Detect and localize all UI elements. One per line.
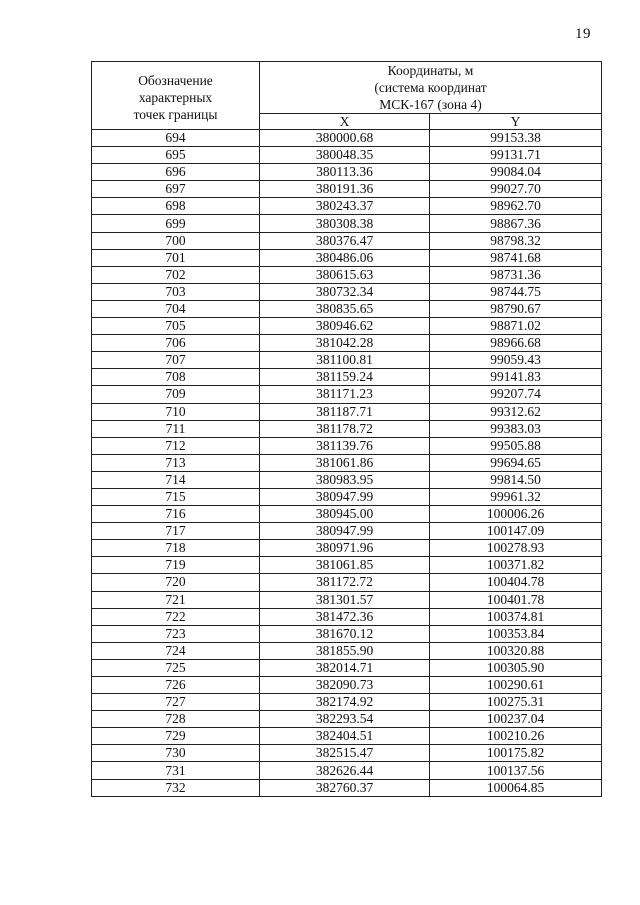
table-row	[92, 642, 602, 659]
table-row	[92, 181, 602, 198]
page-number: 19	[575, 26, 591, 42]
y-coordinate-cell: 100278.93	[430, 540, 602, 557]
point-id-cell: 729	[92, 728, 260, 745]
table-row	[92, 711, 602, 728]
point-id-cell: 716	[92, 506, 260, 523]
point-id-cell: 708	[92, 369, 260, 386]
x-coordinate-cell: 381061.86	[260, 454, 430, 471]
x-coordinate-cell: 381061.85	[260, 557, 430, 574]
x-coordinate-cell: 380947.99	[260, 488, 430, 505]
table-row	[92, 403, 602, 420]
table-body	[92, 130, 602, 797]
point-id-cell: 722	[92, 608, 260, 625]
x-coordinate-cell: 382515.47	[260, 745, 430, 762]
point-id-cell: 704	[92, 300, 260, 317]
x-coordinate-cell: 382293.54	[260, 711, 430, 728]
y-coordinate-cell: 100404.78	[430, 574, 602, 591]
table-row	[92, 283, 602, 300]
y-coordinate-cell: 98867.36	[430, 215, 602, 232]
point-id-cell: 717	[92, 523, 260, 540]
point-id-cell: 715	[92, 488, 260, 505]
point-id-cell: 714	[92, 471, 260, 488]
y-coordinate-cell: 99027.70	[430, 181, 602, 198]
point-id-cell: 699	[92, 215, 260, 232]
table-row	[92, 488, 602, 505]
y-coordinate-cell: 100353.84	[430, 625, 602, 642]
table-row	[92, 215, 602, 232]
table-row	[92, 762, 602, 779]
y-coordinate-cell: 98962.70	[430, 198, 602, 215]
table-row	[92, 130, 602, 147]
x-coordinate-cell: 382760.37	[260, 779, 430, 796]
y-coordinate-cell: 100290.61	[430, 677, 602, 694]
point-id-cell: 727	[92, 694, 260, 711]
y-coordinate-cell: 100320.88	[430, 642, 602, 659]
x-coordinate-cell: 380945.00	[260, 506, 430, 523]
x-coordinate-cell: 381670.12	[260, 625, 430, 642]
x-coordinate-cell: 381100.81	[260, 352, 430, 369]
y-coordinate-cell: 99814.50	[430, 471, 602, 488]
y-coordinate-cell: 100371.82	[430, 557, 602, 574]
x-coordinate-cell: 380243.37	[260, 198, 430, 215]
x-coordinate-cell: 382090.73	[260, 677, 430, 694]
x-coordinate-cell: 381472.36	[260, 608, 430, 625]
y-coordinate-cell: 99312.62	[430, 403, 602, 420]
table-row	[92, 677, 602, 694]
table-row	[92, 300, 602, 317]
x-coordinate-cell: 381042.28	[260, 335, 430, 352]
y-coordinate-cell: 99207.74	[430, 386, 602, 403]
table-row	[92, 745, 602, 762]
table-row	[92, 164, 602, 181]
point-id-cell: 723	[92, 625, 260, 642]
x-coordinate-cell: 381159.24	[260, 369, 430, 386]
x-coordinate-cell: 382174.92	[260, 694, 430, 711]
x-coordinate-cell: 380048.35	[260, 147, 430, 164]
point-id-cell: 724	[92, 642, 260, 659]
point-header-line: характерных	[138, 90, 213, 105]
point-id-cell: 726	[92, 677, 260, 694]
table-row	[92, 540, 602, 557]
point-id-cell: 706	[92, 335, 260, 352]
table-row	[92, 420, 602, 437]
coordinates-header	[260, 62, 602, 114]
table-row	[92, 454, 602, 471]
y-coordinate-cell: 98731.36	[430, 266, 602, 283]
y-coordinate-cell: 100374.81	[430, 608, 602, 625]
table-header	[92, 62, 602, 130]
x-coordinate-cell: 380486.06	[260, 249, 430, 266]
y-coordinate-cell: 100210.26	[430, 728, 602, 745]
x-coordinate-cell: 381171.23	[260, 386, 430, 403]
y-column-header: Y	[430, 114, 602, 130]
table-row	[92, 659, 602, 676]
y-coordinate-cell: 98744.75	[430, 283, 602, 300]
table-row	[92, 249, 602, 266]
y-coordinate-cell: 98790.67	[430, 300, 602, 317]
point-id-cell: 712	[92, 437, 260, 454]
point-id-cell: 711	[92, 420, 260, 437]
y-coordinate-cell: 100401.78	[430, 591, 602, 608]
x-coordinate-cell: 380835.65	[260, 300, 430, 317]
point-id-cell: 730	[92, 745, 260, 762]
y-coordinate-cell: 100237.04	[430, 711, 602, 728]
table-row	[92, 232, 602, 249]
y-coordinate-cell: 99153.38	[430, 130, 602, 147]
x-coordinate-cell: 380983.95	[260, 471, 430, 488]
table-row	[92, 266, 602, 283]
table-row	[92, 369, 602, 386]
y-coordinate-cell: 100137.56	[430, 762, 602, 779]
x-coordinate-cell: 380376.47	[260, 232, 430, 249]
point-id-cell: 698	[92, 198, 260, 215]
y-coordinate-cell: 99131.71	[430, 147, 602, 164]
y-coordinate-cell: 99694.65	[430, 454, 602, 471]
point-id-cell: 720	[92, 574, 260, 591]
x-coordinate-cell: 381178.72	[260, 420, 430, 437]
y-coordinate-cell: 100305.90	[430, 659, 602, 676]
point-id-cell: 695	[92, 147, 260, 164]
x-column-header: X	[260, 114, 430, 130]
y-coordinate-cell: 98741.68	[430, 249, 602, 266]
table-row	[92, 318, 602, 335]
x-coordinate-cell: 382626.44	[260, 762, 430, 779]
point-id-cell: 719	[92, 557, 260, 574]
point-id-cell: 697	[92, 181, 260, 198]
y-coordinate-cell: 99059.43	[430, 352, 602, 369]
table-row	[92, 523, 602, 540]
point-id-cell: 707	[92, 352, 260, 369]
point-id-cell: 713	[92, 454, 260, 471]
y-coordinate-cell: 100275.31	[430, 694, 602, 711]
table-row	[92, 386, 602, 403]
y-coordinate-cell: 98871.02	[430, 318, 602, 335]
x-coordinate-cell: 381139.76	[260, 437, 430, 454]
table-row	[92, 574, 602, 591]
point-id-cell: 702	[92, 266, 260, 283]
x-coordinate-cell: 381301.57	[260, 591, 430, 608]
x-coordinate-cell: 382014.71	[260, 659, 430, 676]
x-coordinate-cell: 381855.90	[260, 642, 430, 659]
point-designation-header	[92, 62, 260, 130]
table-row	[92, 608, 602, 625]
table-row	[92, 352, 602, 369]
table-row	[92, 198, 602, 215]
point-id-cell: 725	[92, 659, 260, 676]
y-coordinate-cell: 100147.09	[430, 523, 602, 540]
table-row	[92, 591, 602, 608]
point-id-cell: 703	[92, 283, 260, 300]
table-row	[92, 557, 602, 574]
point-id-cell: 705	[92, 318, 260, 335]
x-coordinate-cell: 381172.72	[260, 574, 430, 591]
x-coordinate-cell: 380113.36	[260, 164, 430, 181]
table-row	[92, 471, 602, 488]
x-coordinate-cell: 380971.96	[260, 540, 430, 557]
coords-header-line: МСК-167 (зона 4)	[379, 97, 482, 112]
point-id-cell: 710	[92, 403, 260, 420]
table-row	[92, 335, 602, 352]
y-coordinate-cell: 99084.04	[430, 164, 602, 181]
x-coordinate-cell: 380191.36	[260, 181, 430, 198]
y-coordinate-cell: 99141.83	[430, 369, 602, 386]
point-id-cell: 694	[92, 130, 260, 147]
y-coordinate-cell: 99383.03	[430, 420, 602, 437]
point-id-cell: 709	[92, 386, 260, 403]
point-id-cell: 701	[92, 249, 260, 266]
coords-header-line: (система координат	[374, 80, 487, 95]
x-coordinate-cell: 380947.99	[260, 523, 430, 540]
point-id-cell: 718	[92, 540, 260, 557]
x-coordinate-cell: 380732.34	[260, 283, 430, 300]
table-row	[92, 506, 602, 523]
point-id-cell: 721	[92, 591, 260, 608]
table-row	[92, 779, 602, 796]
y-coordinate-cell: 100064.85	[430, 779, 602, 796]
table-row	[92, 625, 602, 642]
point-id-cell: 700	[92, 232, 260, 249]
coordinates-table	[91, 61, 602, 797]
x-coordinate-cell: 382404.51	[260, 728, 430, 745]
point-id-cell: 696	[92, 164, 260, 181]
y-coordinate-cell: 98798.32	[430, 232, 602, 249]
x-coordinate-cell: 380946.62	[260, 318, 430, 335]
point-id-cell: 732	[92, 779, 260, 796]
point-header-line: точек границы	[133, 107, 218, 122]
coords-header-line: Координаты, м	[387, 63, 474, 78]
point-id-cell: 731	[92, 762, 260, 779]
x-coordinate-cell: 380000.68	[260, 130, 430, 147]
y-coordinate-cell: 100175.82	[430, 745, 602, 762]
table-row	[92, 694, 602, 711]
x-coordinate-cell: 380615.63	[260, 266, 430, 283]
point-header-line: Обозначение	[138, 73, 213, 88]
x-coordinate-cell: 381187.71	[260, 403, 430, 420]
x-coordinate-cell: 380308.38	[260, 215, 430, 232]
y-coordinate-cell: 99961.32	[430, 488, 602, 505]
point-id-cell: 728	[92, 711, 260, 728]
y-coordinate-cell: 100006.26	[430, 506, 602, 523]
y-coordinate-cell: 99505.88	[430, 437, 602, 454]
table-row	[92, 437, 602, 454]
table-row	[92, 728, 602, 745]
table-row	[92, 147, 602, 164]
y-coordinate-cell: 98966.68	[430, 335, 602, 352]
